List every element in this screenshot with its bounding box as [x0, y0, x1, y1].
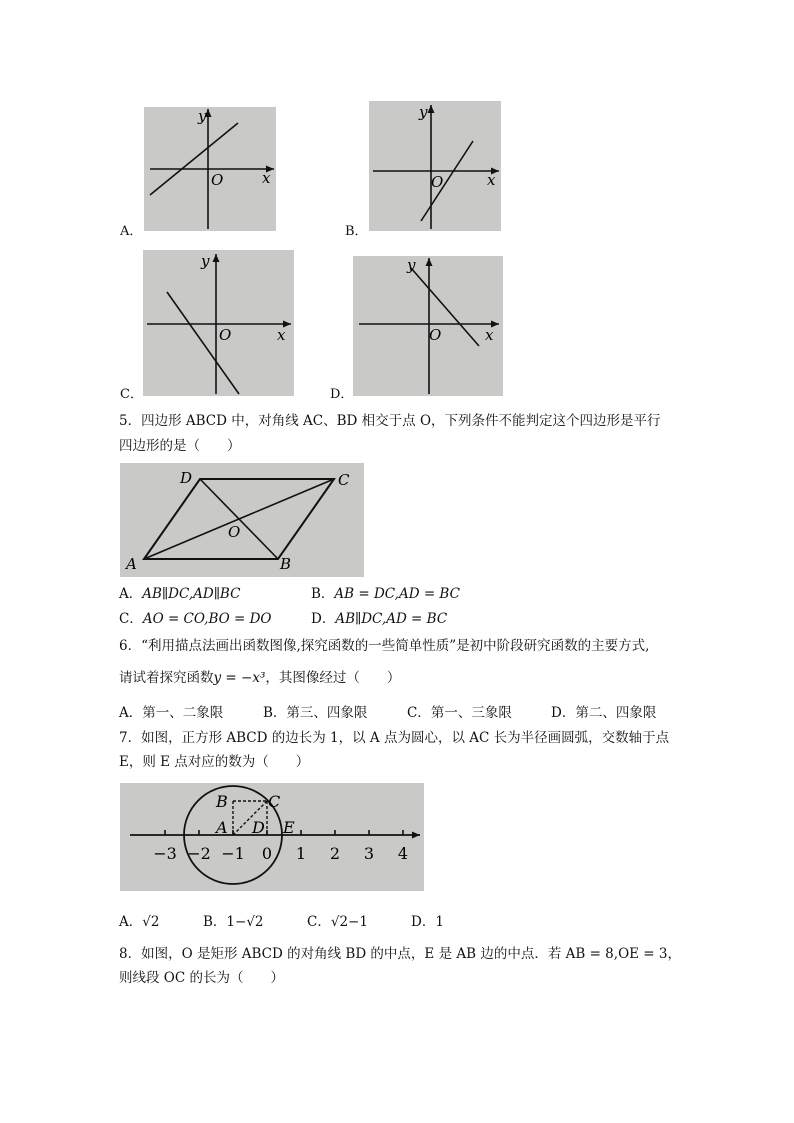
q6-stem-post: ，其图像经过（ ） [265, 670, 401, 686]
q5-label-c: C [338, 471, 350, 489]
q6-option-a-text: 第一、二象限 [142, 705, 224, 721]
q7-option-d[interactable] [411, 912, 444, 932]
q5-option-b-text: AB = DC,AD = BC [334, 586, 460, 602]
q4-option-d-graph [353, 256, 503, 396]
q7-number-line-figure [120, 783, 424, 891]
q6-option-d-label: D． [551, 705, 576, 721]
q5-stem-line1: 5．四边形 ABCD 中，对角线 AC、BD 相交于点 O，下列条件不能判定这个四边形是平行 [119, 413, 661, 429]
q7-label-b: B [216, 792, 228, 811]
q5-option-c[interactable] [119, 609, 311, 629]
q7-label-d: D [252, 818, 265, 837]
q5-options-row1 [119, 584, 460, 604]
q4-option-d-label: D． [330, 387, 354, 402]
q4-option-c-graph [143, 250, 294, 396]
q6-option-b[interactable] [263, 703, 407, 723]
q8-stem-line2: 则线段 OC 的长为（ ） [119, 970, 284, 986]
q4-d-origin-label: O [429, 326, 442, 344]
q7-tick-label: −1 [221, 844, 245, 863]
q7-option-d-text: 1 [435, 914, 444, 930]
q5-option-b[interactable] [311, 584, 460, 604]
q4-c-x-label: x [277, 326, 286, 344]
q6-option-d-text: 第二、四象限 [575, 705, 657, 721]
q5-option-a-label: A． [119, 586, 143, 602]
q7-option-d-label: D． [411, 914, 436, 930]
q7-option-b-label: B． [203, 914, 227, 930]
q7-tick-label: −3 [153, 844, 177, 863]
q5-label-d: D [180, 469, 193, 487]
q5-label-b: B [280, 555, 292, 573]
q7-option-b-text: 1−√2 [226, 914, 264, 930]
q6-function-expression: y = −x³ [213, 670, 266, 686]
q6-option-c-label: C． [407, 705, 431, 721]
q4-a-y-label: y [198, 107, 207, 125]
q4-option-b-label: B． [345, 224, 368, 239]
q5-option-b-label: B． [311, 586, 335, 602]
q7-stem-line2: E，则 E 点对应的数为（ ） [119, 754, 310, 770]
q4-c-y-label: y [201, 252, 210, 270]
q7-tick-label: 2 [329, 844, 341, 863]
q4-b-x-label: x [487, 171, 496, 189]
q7-option-a-text: √2 [142, 914, 160, 930]
q6-option-c-text: 第一、三象限 [430, 705, 512, 721]
q5-option-d[interactable] [311, 609, 447, 629]
q7-option-c-text: √2−1 [330, 914, 368, 930]
q7-option-a[interactable] [119, 912, 203, 932]
q4-option-a-label: A． [120, 224, 143, 239]
q4-b-y-label: y [419, 103, 428, 121]
q5-option-c-text: AO = CO,BO = DO [142, 611, 272, 627]
q7-option-c-label: C． [307, 914, 331, 930]
q7-label-a: A [216, 818, 228, 837]
q5-option-d-label: D． [311, 611, 336, 627]
q6-option-a[interactable] [119, 703, 263, 723]
q6-stem-pre: 请试着探究函数 [119, 670, 214, 686]
q8-stem-line1: 8．如图，O 是矩形 ABCD 的对角线 BD 的中点，E 是 AB 边的中点．若 AB = 8,OE = 3， [119, 946, 681, 962]
q6-option-d[interactable] [551, 703, 656, 723]
q7-options-row [119, 912, 444, 932]
q6-options-row [119, 703, 656, 723]
q6-option-b-text: 第三、四象限 [286, 705, 368, 721]
q7-option-b[interactable] [203, 912, 307, 932]
q5-option-c-label: C． [119, 611, 143, 627]
q6-option-a-label: A． [119, 705, 143, 721]
q5-stem-line2: 四边形的是（ ） [119, 438, 241, 454]
q4-a-x-label: x [262, 169, 271, 187]
q7-tick-label: 0 [261, 844, 273, 863]
q7-label-e: E [283, 818, 295, 837]
q5-option-a-text: AB∥DC,AD∥BC [142, 586, 241, 602]
q7-stem-line1: 7．如图，正方形 ABCD 的边长为 1，以 A 点为圆心，以 AC 长为半径画圆弧，交数轴于点 [119, 730, 670, 746]
q5-parallelogram-figure [120, 463, 364, 577]
q5-option-a[interactable] [119, 584, 311, 604]
q6-option-b-label: B． [263, 705, 287, 721]
q7-tick-label: 1 [295, 844, 307, 863]
q6-option-c[interactable] [407, 703, 551, 723]
q7-option-c[interactable] [307, 912, 411, 932]
q7-label-c: C [268, 792, 281, 811]
q7-tick-label: 4 [397, 844, 409, 863]
q6-stem-line2 [119, 668, 400, 688]
q4-d-y-label: y [407, 256, 416, 274]
q4-c-origin-label: O [219, 326, 232, 344]
q6-stem-line1: 6．“利用描点法画出函数图像,探究函数的一些简单性质”是初中阶段研究函数的主要方式, [119, 638, 650, 654]
q4-option-c-label: C． [120, 387, 143, 402]
q5-label-o: O [228, 523, 241, 541]
q5-options-row2 [119, 609, 447, 629]
q7-option-a-label: A． [119, 914, 143, 930]
q7-tick-label: −2 [187, 844, 211, 863]
q4-a-origin-label: O [211, 171, 224, 189]
q4-option-b-graph [369, 101, 501, 231]
q5-label-a: A [126, 555, 137, 573]
q4-b-origin-label: O [431, 173, 444, 191]
q5-option-d-text: AB∥DC,AD = BC [335, 611, 448, 627]
q7-tick-label: 3 [363, 844, 375, 863]
q4-option-a-graph [144, 107, 276, 231]
q4-d-x-label: x [485, 326, 494, 344]
